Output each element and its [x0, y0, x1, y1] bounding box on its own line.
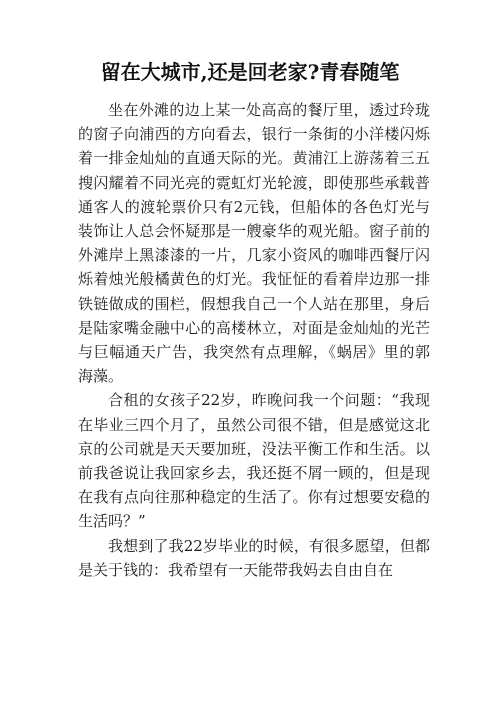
- paragraph: 我想到了我22岁毕业的时候，有很多愿望，但都是关于钱的：我希望有一天能带我妈去自由自在: [78, 536, 430, 579]
- paragraph: 合租的女孩子22岁，昨晚问我一个问题：“我现在毕业三四个月了，虽然公司很不错，但是感觉这北京的公司就是天天要加班，没法平衡工作和生活。以前我爸说让我回家乡去，我还挺不屑一顾的，但是现在我有点向往那种稳定的生活了。你有过想要安稳的生活吗？”: [78, 391, 430, 531]
- article-body: [78, 98, 430, 582]
- article-title: 留在大城市,还是回老家?青春随笔: [100, 60, 400, 84]
- paragraph: 坐在外滩的边上某一处高高的餐厅里，透过玲珑的窗子向浦西的方向看去，银行一条街的小洋楼闪烁着一排金灿灿的直通天际的光。黄浦江上游荡着三五搜闪耀着不同光亮的霓虹灯光轮渡，即使那些承载普通客人的渡轮票价只有2元钱，但船体的各色灯光与装饰让人总会怀疑那是一艘豪华的观光船。窗子前的外滩岸上黑漆漆的一片，几家小资风的咖啡西餐厅闪烁着烛光般橘黄色的灯光。我怔怔的看着岸边那一排铁链做成的围栏，假想我自己一个人站在那里，身后是陆家嘴金融中心的高楼林立，对面是金灿灿的光芒与巨幅通天广告，我突然有点理解，《蜗居》里的郭海藻。: [78, 101, 430, 386]
